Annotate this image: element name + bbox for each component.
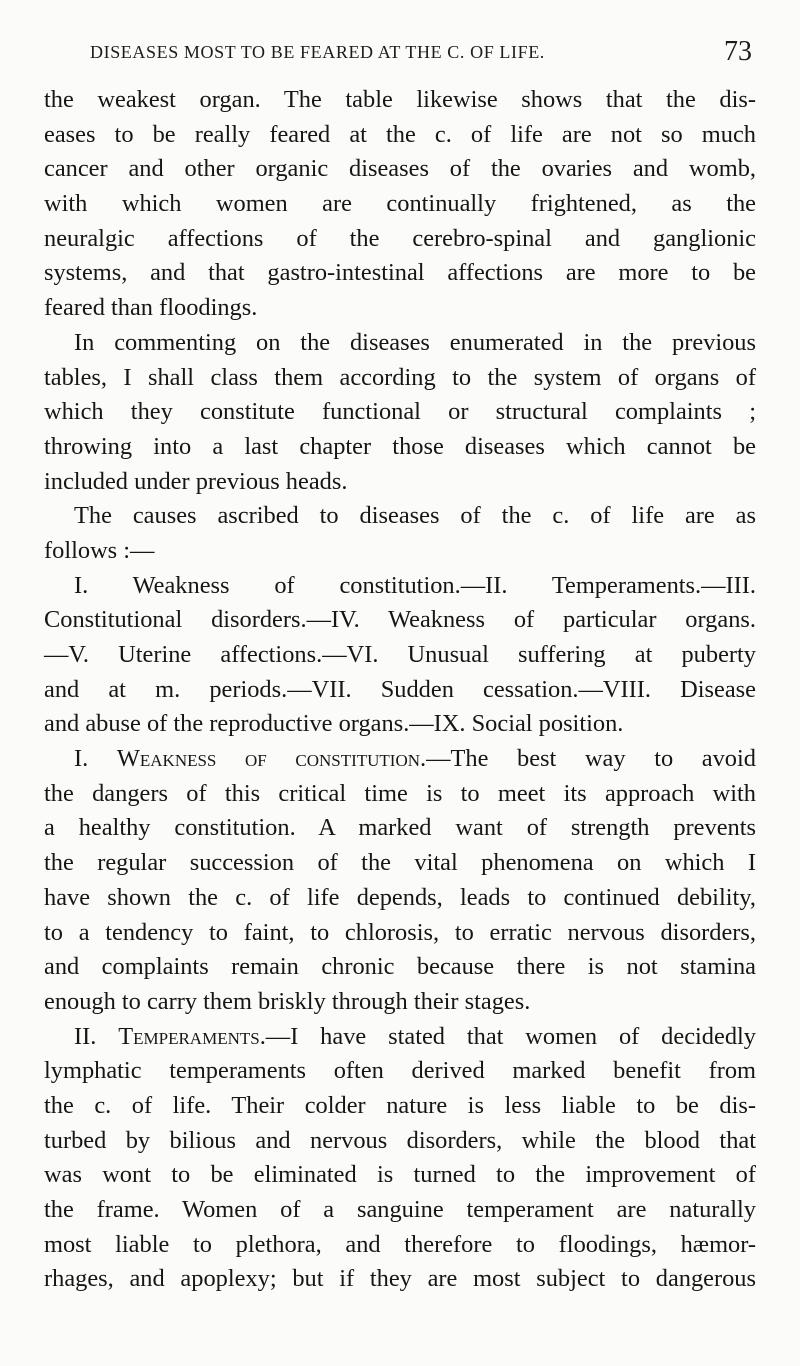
- section-heading: Weakness of constitution.: [116, 745, 427, 773]
- text-line: the frame. Women of a sanguine temperament are naturally: [44, 1196, 756, 1223]
- text-line: eases to be really feared at the c. of life are not so much: [44, 120, 756, 148]
- text-line: the regular succession of the vital phenomena on which I: [44, 849, 756, 877]
- text-line: most liable to plethora, and therefore to floodings, hæmor-: [44, 1230, 756, 1258]
- text-line: the weakest organ. The table likewise shows that the dis-: [44, 86, 756, 113]
- text-line: [44, 1020, 756, 1055]
- running-title: DISEASES MOST TO BE FEARED AT THE C. OF LIFE.: [90, 42, 545, 62]
- paragraph: [44, 499, 756, 568]
- text-line: was wont to be eliminated is turned to the improvement of: [44, 1161, 756, 1189]
- paragraph: [44, 569, 756, 742]
- text-line: a healthy constitution. A marked want of strength prevents: [44, 814, 756, 842]
- text-line: —V. Uterine affections.—VI. Unusual suffering at puberty: [44, 641, 756, 668]
- text-line: tables, I shall class them according to the system of organs of: [44, 363, 756, 391]
- text-line: follows :—: [44, 536, 155, 564]
- text-line: have shown the c. of life depends, leads to continued debility,: [44, 883, 756, 911]
- text-line: rhages, and apoplexy; but if they are most subject to dangerous: [44, 1265, 756, 1293]
- text-line: throwing into a last chapter those diseases which cannot be: [44, 432, 756, 460]
- text-line: I. Weakness of constitution.—II. Temperaments.—III.: [74, 571, 756, 599]
- body-text: [44, 83, 756, 1297]
- text-fragment: —I have stated that women of decidedly: [265, 1022, 756, 1050]
- text-fragment: —The best way to avoid: [426, 745, 756, 773]
- text-line: the dangers of this critical time is to meet its approach with: [44, 779, 756, 807]
- paragraph: [44, 326, 756, 499]
- text-line: cancer and other organic diseases of the ovaries and womb,: [44, 155, 756, 183]
- text-line: neuralgic affections of the cerebro-spinal and ganglionic: [44, 224, 756, 252]
- paragraph: [44, 83, 756, 326]
- text-line: The causes ascribed to diseases of the c. of life are as: [74, 502, 756, 530]
- text-line: [44, 742, 756, 777]
- text-line: to a tendency to faint, to chlorosis, to erratic nervous disorders,: [44, 918, 756, 946]
- paragraph: [44, 1020, 756, 1298]
- text-line: with which women are continually frightened, as the: [44, 190, 756, 218]
- text-line: In commenting on the diseases enumerated in the previous: [74, 328, 756, 356]
- text-line: and complaints remain chronic because there is not stamina: [44, 953, 756, 981]
- text-line: feared than floodings.: [44, 294, 258, 322]
- text-line: and abuse of the reproductive organs.—IX. Social position.: [44, 710, 624, 738]
- text-line: and at m. periods.—VII. Sudden cessation.—VIII. Disease: [44, 675, 756, 703]
- text-line: turbed by bilious and nervous disorders, while the blood that: [44, 1126, 756, 1154]
- running-head: [90, 38, 760, 68]
- text-line: the c. of life. Their colder nature is less liable to be dis-: [44, 1091, 756, 1119]
- text-line: included under previous heads.: [44, 467, 348, 495]
- text-line: enough to carry them briskly through their stages.: [44, 987, 531, 1015]
- page-number: 73: [724, 36, 752, 67]
- section-heading: Temperaments.: [118, 1022, 266, 1050]
- text-line: lymphatic temperaments often derived marked benefit from: [44, 1057, 756, 1085]
- paragraph: [44, 742, 756, 1020]
- text-line: systems, and that gastro-intestinal affections are more to be: [44, 259, 756, 287]
- section-number: II.: [74, 1022, 97, 1050]
- text-line: which they constitute functional or structural complaints ;: [44, 398, 756, 426]
- section-number: I.: [74, 745, 89, 773]
- text-line: Constitutional disorders.—IV. Weakness of particular organs.: [44, 606, 756, 634]
